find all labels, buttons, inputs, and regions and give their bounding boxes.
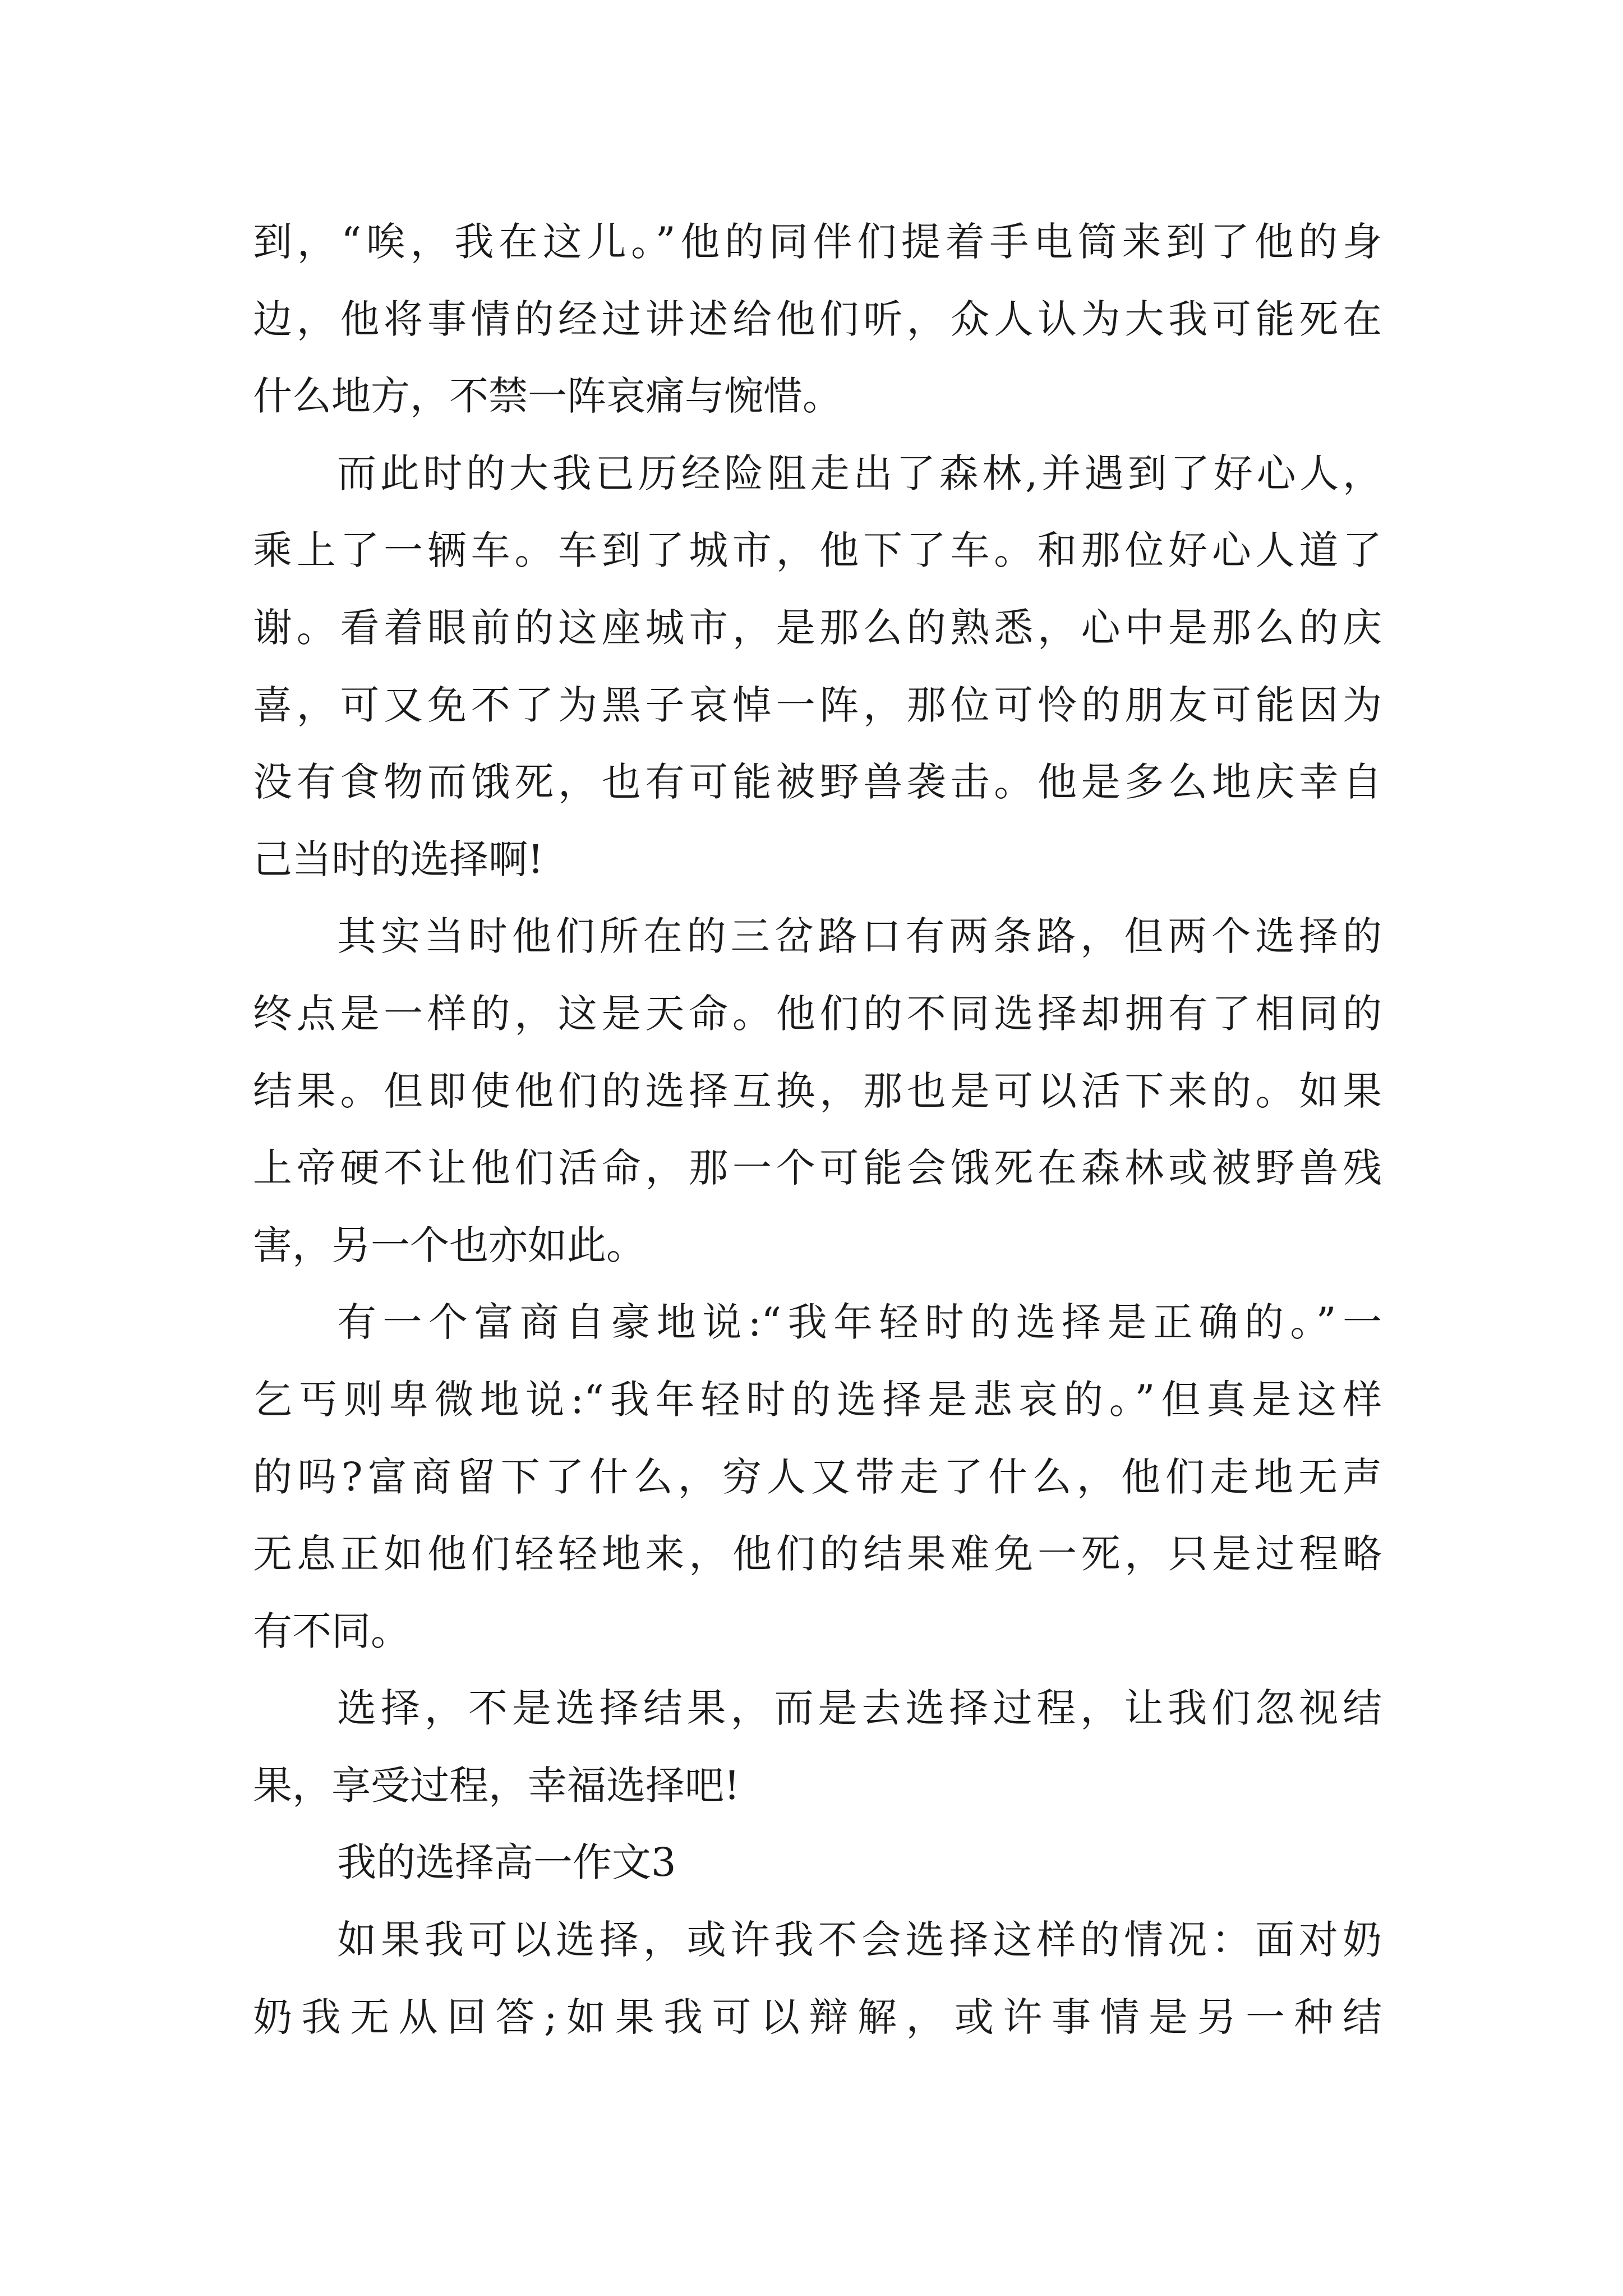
paragraph <box>253 1902 1382 2056</box>
document-body <box>253 204 1382 2056</box>
text-line: 结果。但即使他们的选择互换，那也是可以活下来的。如果 <box>253 1068 1382 1114</box>
text-line: 果，享受过程，幸福选择吧! <box>253 1762 740 1809</box>
text-line: 到，“唉，我在这儿。”他的同伴们提着手电筒来到了他的身 <box>253 219 1382 265</box>
text-line: 选择，不是选择结果，而是去选择过程，让我们忽视结 <box>337 1685 1382 1732</box>
text-line: 乘上了一辆车。车到了城市，他下了车。和那位好心人道了 <box>253 527 1382 574</box>
text-line: 其实当时他们所在的三岔路口有两条路，但两个选择的 <box>337 913 1382 960</box>
text-line: 有不同。 <box>253 1608 410 1654</box>
text-line: 如果我可以选择，或许我不会选择这样的情况：面对奶 <box>337 1917 1382 1963</box>
paragraph <box>253 435 1382 899</box>
section-heading: 我的选择高一作文3 <box>337 1839 676 1886</box>
text-line: 什么地方，不禁一阵哀痛与惋惜。 <box>253 373 842 420</box>
text-line: 有一个富商自豪地说:“我年轻时的选择是正确的。”一 <box>337 1299 1382 1346</box>
paragraph <box>253 1284 1382 1670</box>
text-line: 害，另一个也亦如此。 <box>253 1222 645 1268</box>
text-line: 终点是一样的，这是天命。他们的不同选择却拥有了相同的 <box>253 990 1382 1037</box>
paragraph <box>253 204 1382 435</box>
text-line: 上帝硬不让他们活命，那一个可能会饿死在森林或被野兽残 <box>253 1145 1382 1191</box>
text-line: 的吗?富商留下了什么，穷人又带走了什么，他们走地无声 <box>253 1453 1382 1500</box>
text-line: 奶我无从回答;如果我可以辩解，或许事情是另一种结 <box>253 1994 1382 2040</box>
text-line: 谢。看着眼前的这座城市，是那么的熟悉，心中是那么的庆 <box>253 604 1382 651</box>
text-line: 己当时的选择啊! <box>253 836 544 882</box>
text-line: 没有食物而饿死，也有可能被野兽袭击。他是多么地庆幸自 <box>253 759 1382 806</box>
paragraph <box>253 1670 1382 1824</box>
text-line: 无息正如他们轻轻地来，他们的结果难免一死，只是过程略 <box>253 1531 1382 1577</box>
paragraph <box>253 898 1382 1284</box>
text-line: 乞丐则卑微地说:“我年轻时的选择是悲哀的。”但真是这样 <box>253 1376 1382 1423</box>
text-line: 边，他将事情的经过讲述给他们听，众人认为大我可能死在 <box>253 296 1382 342</box>
text-line: 喜，可又免不了为黑子哀悼一阵，那位可怜的朋友可能因为 <box>253 682 1382 728</box>
text-line: 而此时的大我已历经险阻走出了森林,并遇到了好心人， <box>337 450 1382 496</box>
